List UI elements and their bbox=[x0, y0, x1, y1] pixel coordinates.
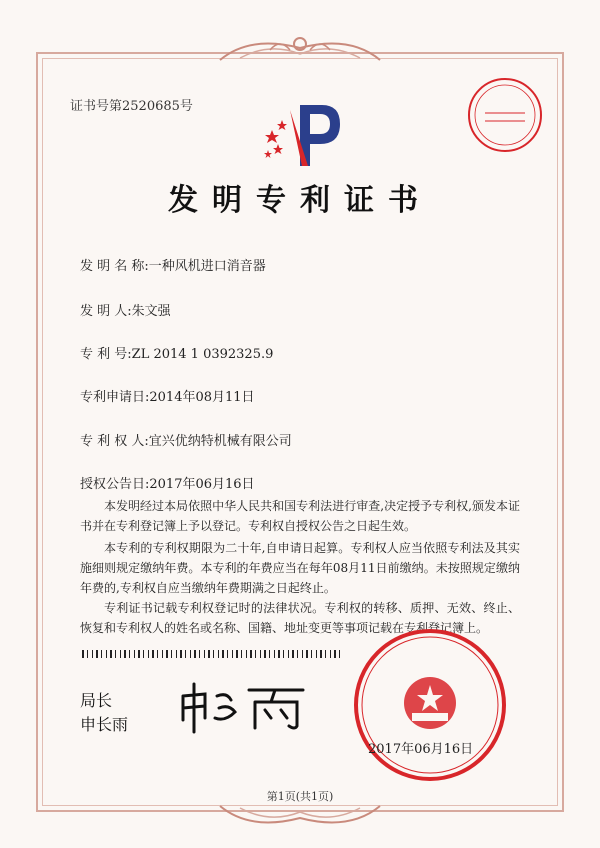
barcode-bar bbox=[236, 650, 238, 658]
barcode-bar bbox=[274, 650, 275, 658]
barcode-bar bbox=[213, 650, 214, 658]
barcode-bar bbox=[138, 650, 140, 658]
official-seal bbox=[350, 625, 510, 785]
barcode-bar bbox=[334, 650, 336, 658]
field-label: 专 利 号: bbox=[80, 347, 132, 362]
barcode-bar bbox=[241, 650, 242, 658]
barcode-bar bbox=[166, 650, 168, 658]
barcode-bar bbox=[246, 650, 247, 658]
barcode-bar bbox=[120, 650, 121, 658]
barcode-bar bbox=[87, 650, 88, 658]
barcode-bar bbox=[180, 650, 182, 658]
barcode-bar bbox=[208, 650, 210, 658]
barcode-bar bbox=[162, 650, 163, 658]
barcode-bar bbox=[199, 650, 200, 658]
paragraph-term: 本专利的专利权期限为二十年,自申请日起算。专利权人应当依照专利法及其实施细则规定缴纳年费。本专利的年费应当在每年08月11日前缴纳。未按照规定缴纳年费的,专利权自应当缴纳年费期满之日起终止。 bbox=[80, 541, 520, 595]
barcode-bar bbox=[222, 650, 224, 658]
barcode-bar bbox=[129, 650, 130, 658]
certificate-title: 发明专利证书 bbox=[168, 183, 432, 218]
barcode-bar bbox=[143, 650, 144, 658]
barcode-bar bbox=[269, 650, 270, 658]
field-grant-date bbox=[80, 473, 255, 492]
patent-office-logo-icon bbox=[262, 100, 342, 170]
director-title: 局长 bbox=[80, 691, 113, 710]
barcode-bar bbox=[264, 650, 266, 658]
barcode-bar bbox=[148, 650, 149, 658]
barcode-bar bbox=[260, 650, 261, 658]
barcode-bar bbox=[204, 650, 205, 658]
field-value: ZL 2014 1 0392325.9 bbox=[131, 347, 274, 362]
barcode-bar bbox=[152, 650, 154, 658]
field-value: 一种风机进口消音器 bbox=[148, 259, 266, 274]
barcode-bar bbox=[218, 650, 219, 658]
barcode-bar bbox=[96, 650, 98, 658]
barcode-bar bbox=[157, 650, 158, 658]
page-number: 第1页(共1页) bbox=[266, 790, 334, 803]
field-label: 专利申请日: bbox=[80, 390, 150, 405]
barcode bbox=[82, 650, 342, 658]
barcode-bar bbox=[171, 650, 172, 658]
director-handwritten-signature bbox=[175, 678, 315, 734]
local-office-stamp bbox=[465, 75, 545, 155]
field-application-date bbox=[80, 386, 255, 405]
barcode-bar bbox=[176, 650, 177, 658]
barcode-bar bbox=[185, 650, 186, 658]
paragraph-grant: 本发明经过本局依照中华人民共和国专利法进行审查,决定授予专利权,颁发本证书并在专利登记簿上予以登记。专利权自授权公告之日起生效。 bbox=[80, 499, 520, 533]
barcode-bar bbox=[255, 650, 256, 658]
barcode-bar bbox=[297, 650, 298, 658]
field-value: 2014年08月11日 bbox=[149, 390, 255, 405]
barcode-bar bbox=[325, 650, 326, 658]
field-value: 宜兴优纳特机械有限公司 bbox=[148, 434, 292, 449]
barcode-bar bbox=[92, 650, 93, 658]
barcode-bar bbox=[306, 650, 308, 658]
barcode-bar bbox=[110, 650, 112, 658]
barcode-bar bbox=[278, 650, 280, 658]
barcode-bar bbox=[288, 650, 289, 658]
barcode-bar bbox=[283, 650, 284, 658]
barcode-bar bbox=[227, 650, 228, 658]
barcode-bar bbox=[232, 650, 233, 658]
seal-date: 2017年06月16日 bbox=[368, 742, 474, 757]
barcode-bar bbox=[106, 650, 107, 658]
barcode-bar bbox=[316, 650, 317, 658]
field-patentee bbox=[80, 430, 292, 449]
barcode-bar bbox=[101, 650, 102, 658]
field-label: 发 明 名 称: bbox=[80, 259, 149, 274]
director-name: 申长雨 bbox=[80, 715, 129, 734]
barcode-bar bbox=[320, 650, 322, 658]
field-inventor bbox=[80, 300, 171, 319]
field-value: 朱文强 bbox=[131, 304, 171, 319]
barcode-bar bbox=[302, 650, 303, 658]
barcode-bar bbox=[134, 650, 135, 658]
barcode-bar bbox=[82, 650, 84, 658]
field-label: 授权公告日: bbox=[80, 477, 150, 492]
field-label: 专 利 权 人: bbox=[80, 434, 149, 449]
field-patent-number bbox=[80, 343, 273, 362]
field-invention-name bbox=[80, 255, 266, 274]
barcode-bar bbox=[339, 650, 340, 658]
barcode-bar bbox=[311, 650, 312, 658]
barcode-bar bbox=[115, 650, 116, 658]
field-label: 发 明 人: bbox=[80, 304, 132, 319]
paragraph-legal-status: 专利证书记载专利权登记时的法律状况。专利权的转移、质押、无效、终止、恢复和专利权人的姓名或名称、国籍、地址变更等事项记载在专利登记簿上。 bbox=[80, 601, 520, 635]
top-ornament bbox=[210, 30, 390, 70]
barcode-bar bbox=[190, 650, 191, 658]
field-value: 2017年06月16日 bbox=[149, 477, 255, 492]
barcode-bar bbox=[194, 650, 196, 658]
barcode-bar bbox=[292, 650, 294, 658]
barcode-bar bbox=[250, 650, 252, 658]
barcode-bar bbox=[330, 650, 331, 658]
barcode-bar bbox=[124, 650, 126, 658]
certificate-number: 证书号第2520685号 bbox=[70, 99, 193, 114]
